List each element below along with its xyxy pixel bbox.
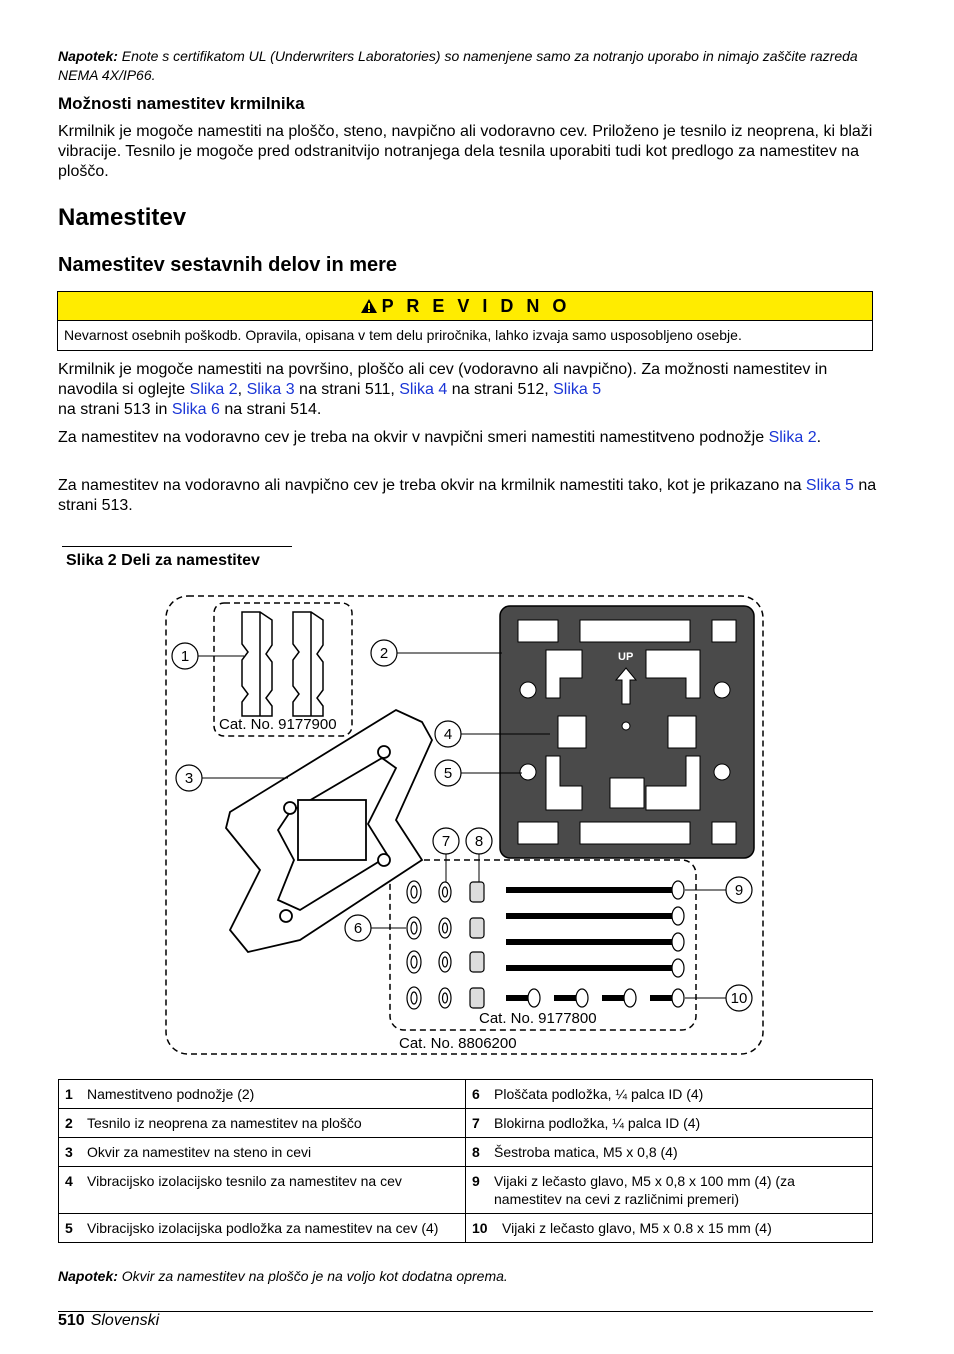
page-footer: [58, 1312, 159, 1330]
callout-5-label: 5: [443, 765, 453, 782]
table-row: 1 Namestitveno podnožje (2) 6 Ploščata podložka, ¼ palca ID (4): [59, 1080, 873, 1109]
cat-no-hardware: Cat. No. 9177800: [479, 1010, 597, 1027]
flat-washers: [407, 881, 421, 1009]
footer-rule: [58, 1311, 873, 1312]
callout-7-label: 7: [441, 833, 451, 850]
cat-no-kit: Cat. No. 8806200: [399, 1035, 517, 1052]
neoprene-gasket: [500, 606, 754, 858]
page-number: 510: [58, 1312, 85, 1329]
note-ul: Napotek: Enote s certifikatom UL (Underwriters Laboratories) so namenjene samo za notranjo uporabo in nimajo zaščite razreda NEMA 4X/IP66.: [58, 48, 858, 83]
table-row: 2 Tesnilo iz neoprena za namestitev na ploščo 7 Blokirna podložka, ¼ palca ID (4): [59, 1109, 873, 1138]
callout-1-label: 1: [180, 648, 190, 665]
heading-mount-options: Možnosti namestitev krmilnika: [58, 94, 305, 113]
heading-install: Namestitev: [58, 204, 187, 231]
mounting-foot-left: [242, 612, 272, 716]
figure-caption: Slika 2 Deli za namestitev: [66, 552, 260, 569]
link-slika-6[interactable]: Slika 6: [171, 401, 220, 418]
lock-washers: [439, 882, 451, 1008]
long-screws: [506, 881, 684, 977]
paragraph-mount-options: Krmilnik je mogoče namestiti na ploščo, steno, navpično ali vodoravno cev. Priloženo je tesnilo iz neoprena, ki blaži vibracije. Tesnilo je mogoče pred odstranitvijo notranjega dela tesnila uporabiti tudi kot predlogo za namestitev na ploščo.: [58, 123, 873, 180]
callout-6-label: 6: [353, 920, 363, 937]
up-label: UP: [618, 651, 634, 663]
note-panel-frame: Napotek: Okvir za namestitev na ploščo je na voljo kot dodatna oprema.: [58, 1268, 508, 1284]
short-screws: [506, 989, 684, 1007]
callout-10-label: 10: [730, 990, 748, 1007]
mounting-foot-right: [293, 612, 323, 716]
warning-text: Nevarnost osebnih poškodb. Opravila, opisana v tem delu priročnika, lahko izvaja samo usposobljeno osebje.: [64, 327, 742, 343]
link-slika-5b[interactable]: Slika 5: [805, 477, 854, 494]
footer-language: Slovenski: [90, 1312, 160, 1329]
link-slika-4[interactable]: Slika 4: [399, 381, 448, 398]
paragraph-pipe-frame: Za namestitev na vodoravno ali navpično cev je treba okvir na krmilnik namestiti tako, kot je prikazano na Slika 5 na strani 513.: [58, 477, 877, 514]
figure-legend-table: [58, 1079, 873, 1243]
hex-nuts: [470, 882, 484, 1008]
link-slika-3[interactable]: Slika 3: [246, 381, 295, 398]
callout-8-label: 8: [474, 833, 484, 850]
callout-2-label: 2: [379, 645, 389, 662]
paragraph-horizontal-pipe: Za namestitev na vodoravno cev je treba na okvir v navpični smeri namestiti namestitveno podnožje Slika 2.: [58, 429, 822, 446]
mounting-parts-figure: [160, 590, 770, 1060]
wall-pipe-frame: [226, 710, 432, 952]
callout-4-label: 4: [443, 726, 453, 743]
link-slika-5[interactable]: Slika 5: [553, 381, 602, 398]
paragraph-mount-refs: Krmilnik je mogoče namestiti na površino, ploščo ali cev (vodoravno ali navpično). Za možnosti namestitev in navodila si oglejte Slika 2, Slika 3 na strani 511, Slika 4 na strani 512, Slika 5 na strani 513 in Slika 6 na strani 514.: [58, 361, 828, 418]
cat-no-feet: Cat. No. 9177900: [219, 716, 337, 733]
warning-box: [57, 291, 873, 351]
callout-9-label: 9: [734, 882, 744, 899]
callout-3-label: 3: [184, 770, 194, 787]
warning-header: P R E V I D N O: [58, 292, 872, 321]
heading-components: Namestitev sestavnih delov in mere: [58, 254, 398, 276]
link-slika-2[interactable]: Slika 2: [189, 381, 238, 398]
table-row: 4 Vibracijsko izolacijsko tesnilo za namestitev na cev 9 Vijaki z lečasto glavo, M5 x 0,8 x 100 mm (4) (za namestitev na cevi z različnimi premeri): [59, 1167, 873, 1214]
table-row: 5 Vibracijsko izolacijska podložka za namestitev na cev (4) 10 Vijaki z lečasto glavo, M5 x 0.8 x 15 mm (4): [59, 1214, 873, 1243]
figure-rule: [62, 546, 292, 547]
link-slika-2b[interactable]: Slika 2: [768, 429, 817, 446]
warning-triangle-icon: [360, 298, 378, 314]
table-row: 3 Okvir za namestitev na steno in cevi 8 Šestroba matica, M5 x 0,8 (4): [59, 1138, 873, 1167]
